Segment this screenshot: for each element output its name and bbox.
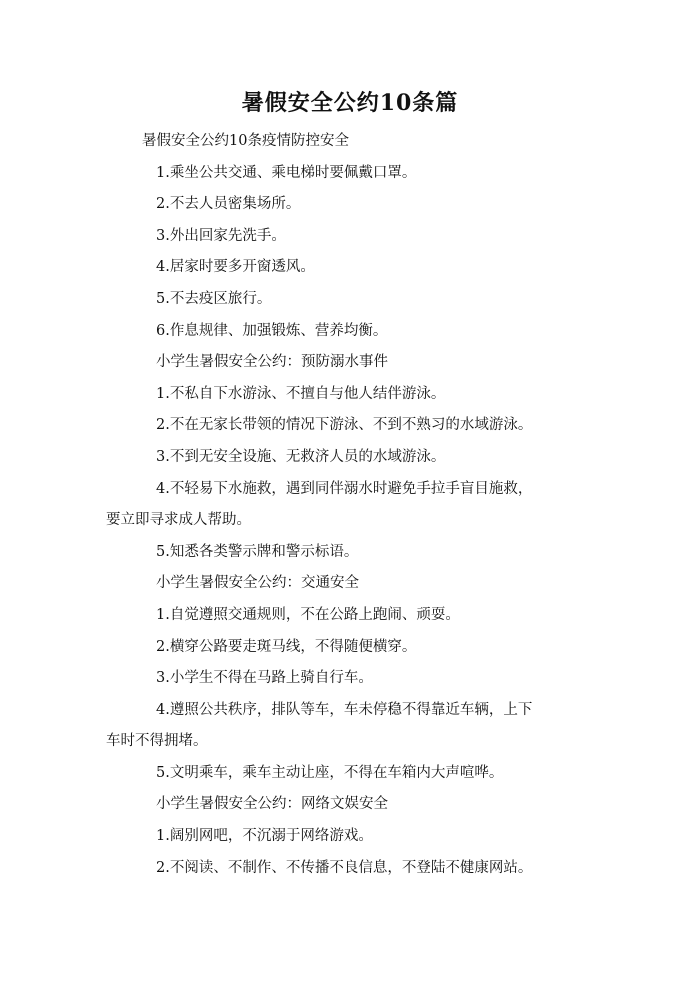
section-heading: 小学生暑假安全公约：预防溺水事件 <box>156 354 388 371</box>
document-title: 暑假安全公约10条篇 <box>241 90 459 116</box>
body-line: 5.知悉各类警示牌和警示标语。 <box>156 543 359 560</box>
body-line: 3.外出回家先洗手。 <box>156 227 286 244</box>
body-line: 4.遵照公共秩序，排队等车，车未停稳不得靠近车辆，上下 <box>156 701 533 718</box>
body-line: 6.作息规律、加强锻炼、营养均衡。 <box>156 322 388 339</box>
body-line: 2.不在无家长带领的情况下游泳、不到不熟习的水域游泳。 <box>156 417 533 434</box>
body-line: 3.小学生不得在马路上骑自行车。 <box>156 670 373 687</box>
section-heading: 小学生暑假安全公约：交通安全 <box>156 575 359 592</box>
body-line: 1.乘坐公共交通、乘电梯时要佩戴口罩。 <box>156 164 417 181</box>
body-line: 2.不去人员密集场所。 <box>156 196 301 213</box>
body-line: 3.不到无安全设施、无救济人员的水域游泳。 <box>156 448 446 465</box>
body-line: 5.不去疫区旅行。 <box>156 290 272 307</box>
body-line: 1.不私自下水游泳、不擅自与他人结伴游泳。 <box>156 385 446 402</box>
body-line: 4.不轻易下水施救，遇到同伴溺水时避免手拉手盲目施救， <box>156 480 533 497</box>
body-line: 暑假安全公约10条疫情防控安全 <box>142 133 349 149</box>
body-line: 2.横穿公路要走斑马线，不得随便横穿。 <box>156 638 417 655</box>
body-line: 1.阔别网吧，不沉溺于网络游戏。 <box>156 828 373 845</box>
section-heading: 小学生暑假安全公约：网络文娱安全 <box>156 796 388 813</box>
body-line: 4.居家时要多开窗透风。 <box>156 259 315 276</box>
body-line: 要立即寻求成人帮助。 <box>106 512 251 529</box>
body-line: 1.自觉遵照交通规则，不在公路上跑闹、顽耍。 <box>156 606 460 623</box>
body-line: 车时不得拥堵。 <box>106 733 208 750</box>
body-line: 2.不阅读、不制作、不传播不良信息，不登陆不健康网站。 <box>156 859 533 876</box>
document-body <box>106 126 594 884</box>
body-line: 5.文明乘车，乘车主动让座，不得在车箱内大声喧哗。 <box>156 764 504 781</box>
